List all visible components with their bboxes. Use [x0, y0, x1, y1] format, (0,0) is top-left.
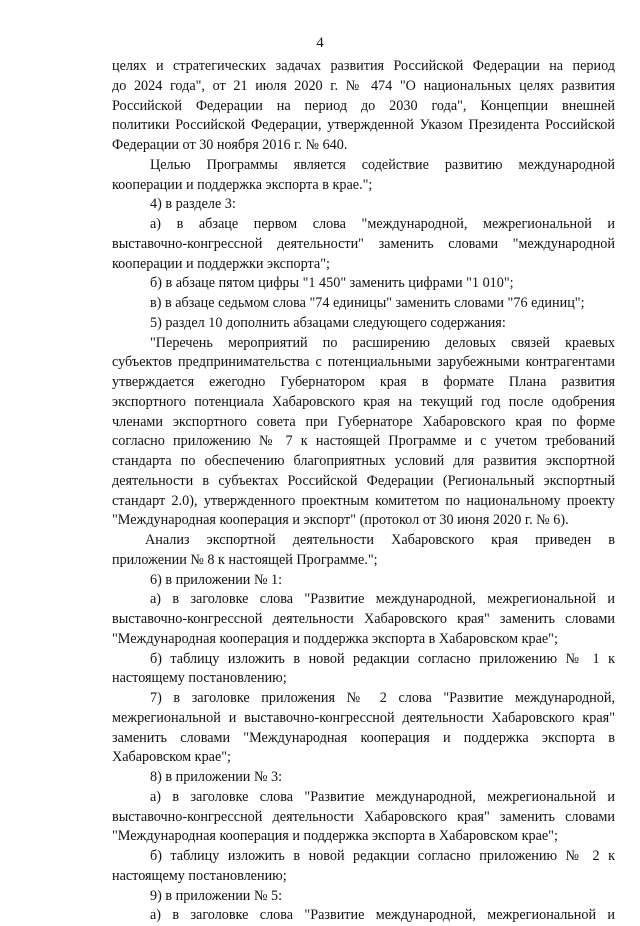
text-line: 5) раздел 10 дополнить абзацами следующего содержания: [150, 314, 506, 331]
text-line: Анализ экспортной деятельности Хабаровского края приведен в [145, 532, 615, 548]
text-line: б) в абзаце пятом цифры "1 450" заменить цифрами "1 010"; [150, 275, 514, 292]
text-line: согласно приложению № 7 к настоящей Программе и с учетом требований [112, 433, 615, 450]
text-line: Целью Программы является содействие развитию международной [150, 156, 615, 173]
page-number: 4 [316, 35, 324, 51]
text-line: 7) в заголовке приложения № 2 слова "Развитие международной, [150, 690, 615, 706]
text-line: кооперации и поддержки экспорта"; [112, 255, 330, 272]
text-line: выставочно-конгрессной деятельности" заменить словами "международной [112, 235, 615, 252]
text-line: 8) в приложении № 3: [150, 769, 283, 785]
text-line: членами экспортного совета при Губернаторе Хабаровского края по форме [112, 413, 615, 430]
text-line: заменить словами "Международная кооперация и поддержка экспорта в [112, 729, 615, 746]
text-line: б) таблицу изложить в новой редакции согласно приложению № 2 к [150, 848, 615, 864]
text-line: 4) в разделе 3: [150, 196, 236, 213]
text-line: "Международная кооперация и поддержка экспорта в Хабаровском крае"; [112, 828, 558, 845]
text-line: до 2024 года", от 21 июля 2020 г. № 474 "О национальных целях развития [112, 77, 615, 94]
text-line: приложении № 8 к настоящей Программе."; [112, 551, 378, 568]
text-line: субъектов предпринимательства с потенциальными зарубежными контрагентами [112, 354, 615, 371]
text-line: настоящему постановлению; [112, 670, 287, 687]
text-line: а) в заголовке слова "Развитие международной, межрегиональной и [150, 907, 615, 924]
text-line: "Перечень мероприятий по расширению деловых связей краевых [150, 334, 615, 351]
text-line: настоящему постановлению; [112, 867, 287, 884]
text-line: межрегиональной и выставочно-конгрессной деятельности Хабаровского края" [112, 709, 615, 726]
text-line: "Международная кооперация и экспорт" (протокол от 30 июня 2020 г. № 6). [112, 512, 569, 529]
text-line: политики Российской Федерации, утвержденной Указом Президента Российской [112, 117, 615, 134]
text-line: выставочно-конгрессной деятельности Хабаровского края" заменить словами [112, 808, 615, 825]
text-line: "Международная кооперация и поддержка экспорта в Хабаровском крае"; [112, 630, 558, 647]
text-line: экспортного потенциала Хабаровского края на текущий год после одобрения [112, 393, 615, 410]
text-line: а) в заголовке слова "Развитие международной, межрегиональной и [150, 788, 615, 805]
text-line: стандарта по обеспечению благоприятных условий для развития экспортной [112, 453, 615, 469]
text-line: 9) в приложении № 5: [150, 887, 283, 904]
text-line: а) в заголовке слова "Развитие международной, межрегиональной и [150, 591, 615, 608]
text-line: деятельности в субъектах Российской Федерации (Региональный экспортный [112, 472, 615, 489]
text-line: а) в абзаце первом слова "международной, межрегиональной и [150, 216, 615, 232]
text-line: Российской Федерации на период до 2030 года", Концепции внешней [112, 97, 615, 114]
document-body [112, 57, 615, 926]
text-line: в) в абзаце седьмом слова "74 единицы" заменить словами "76 единиц"; [150, 295, 585, 311]
text-line: целях и стратегических задачах развития Российской Федерации на период [112, 58, 615, 74]
text-line: кооперации и поддержка экспорта в крае."; [112, 176, 373, 193]
text-line: выставочно-конгрессной деятельности Хабаровского края" заменить словами [112, 611, 615, 627]
text-line: Федерации от 30 ноября 2016 г. № 640. [112, 137, 348, 153]
text-line: б) таблицу изложить в новой редакции согласно приложению № 1 к [150, 650, 615, 667]
text-line: стандарт 2.0), утвержденного проектным комитетом по национальному проекту [112, 492, 615, 509]
text-line: Хабаровском крае"; [112, 749, 231, 766]
text-line: 6) в приложении № 1: [150, 571, 283, 588]
text-line: утверждается ежегодно Губернатором края в формате Плана развития [112, 374, 615, 390]
